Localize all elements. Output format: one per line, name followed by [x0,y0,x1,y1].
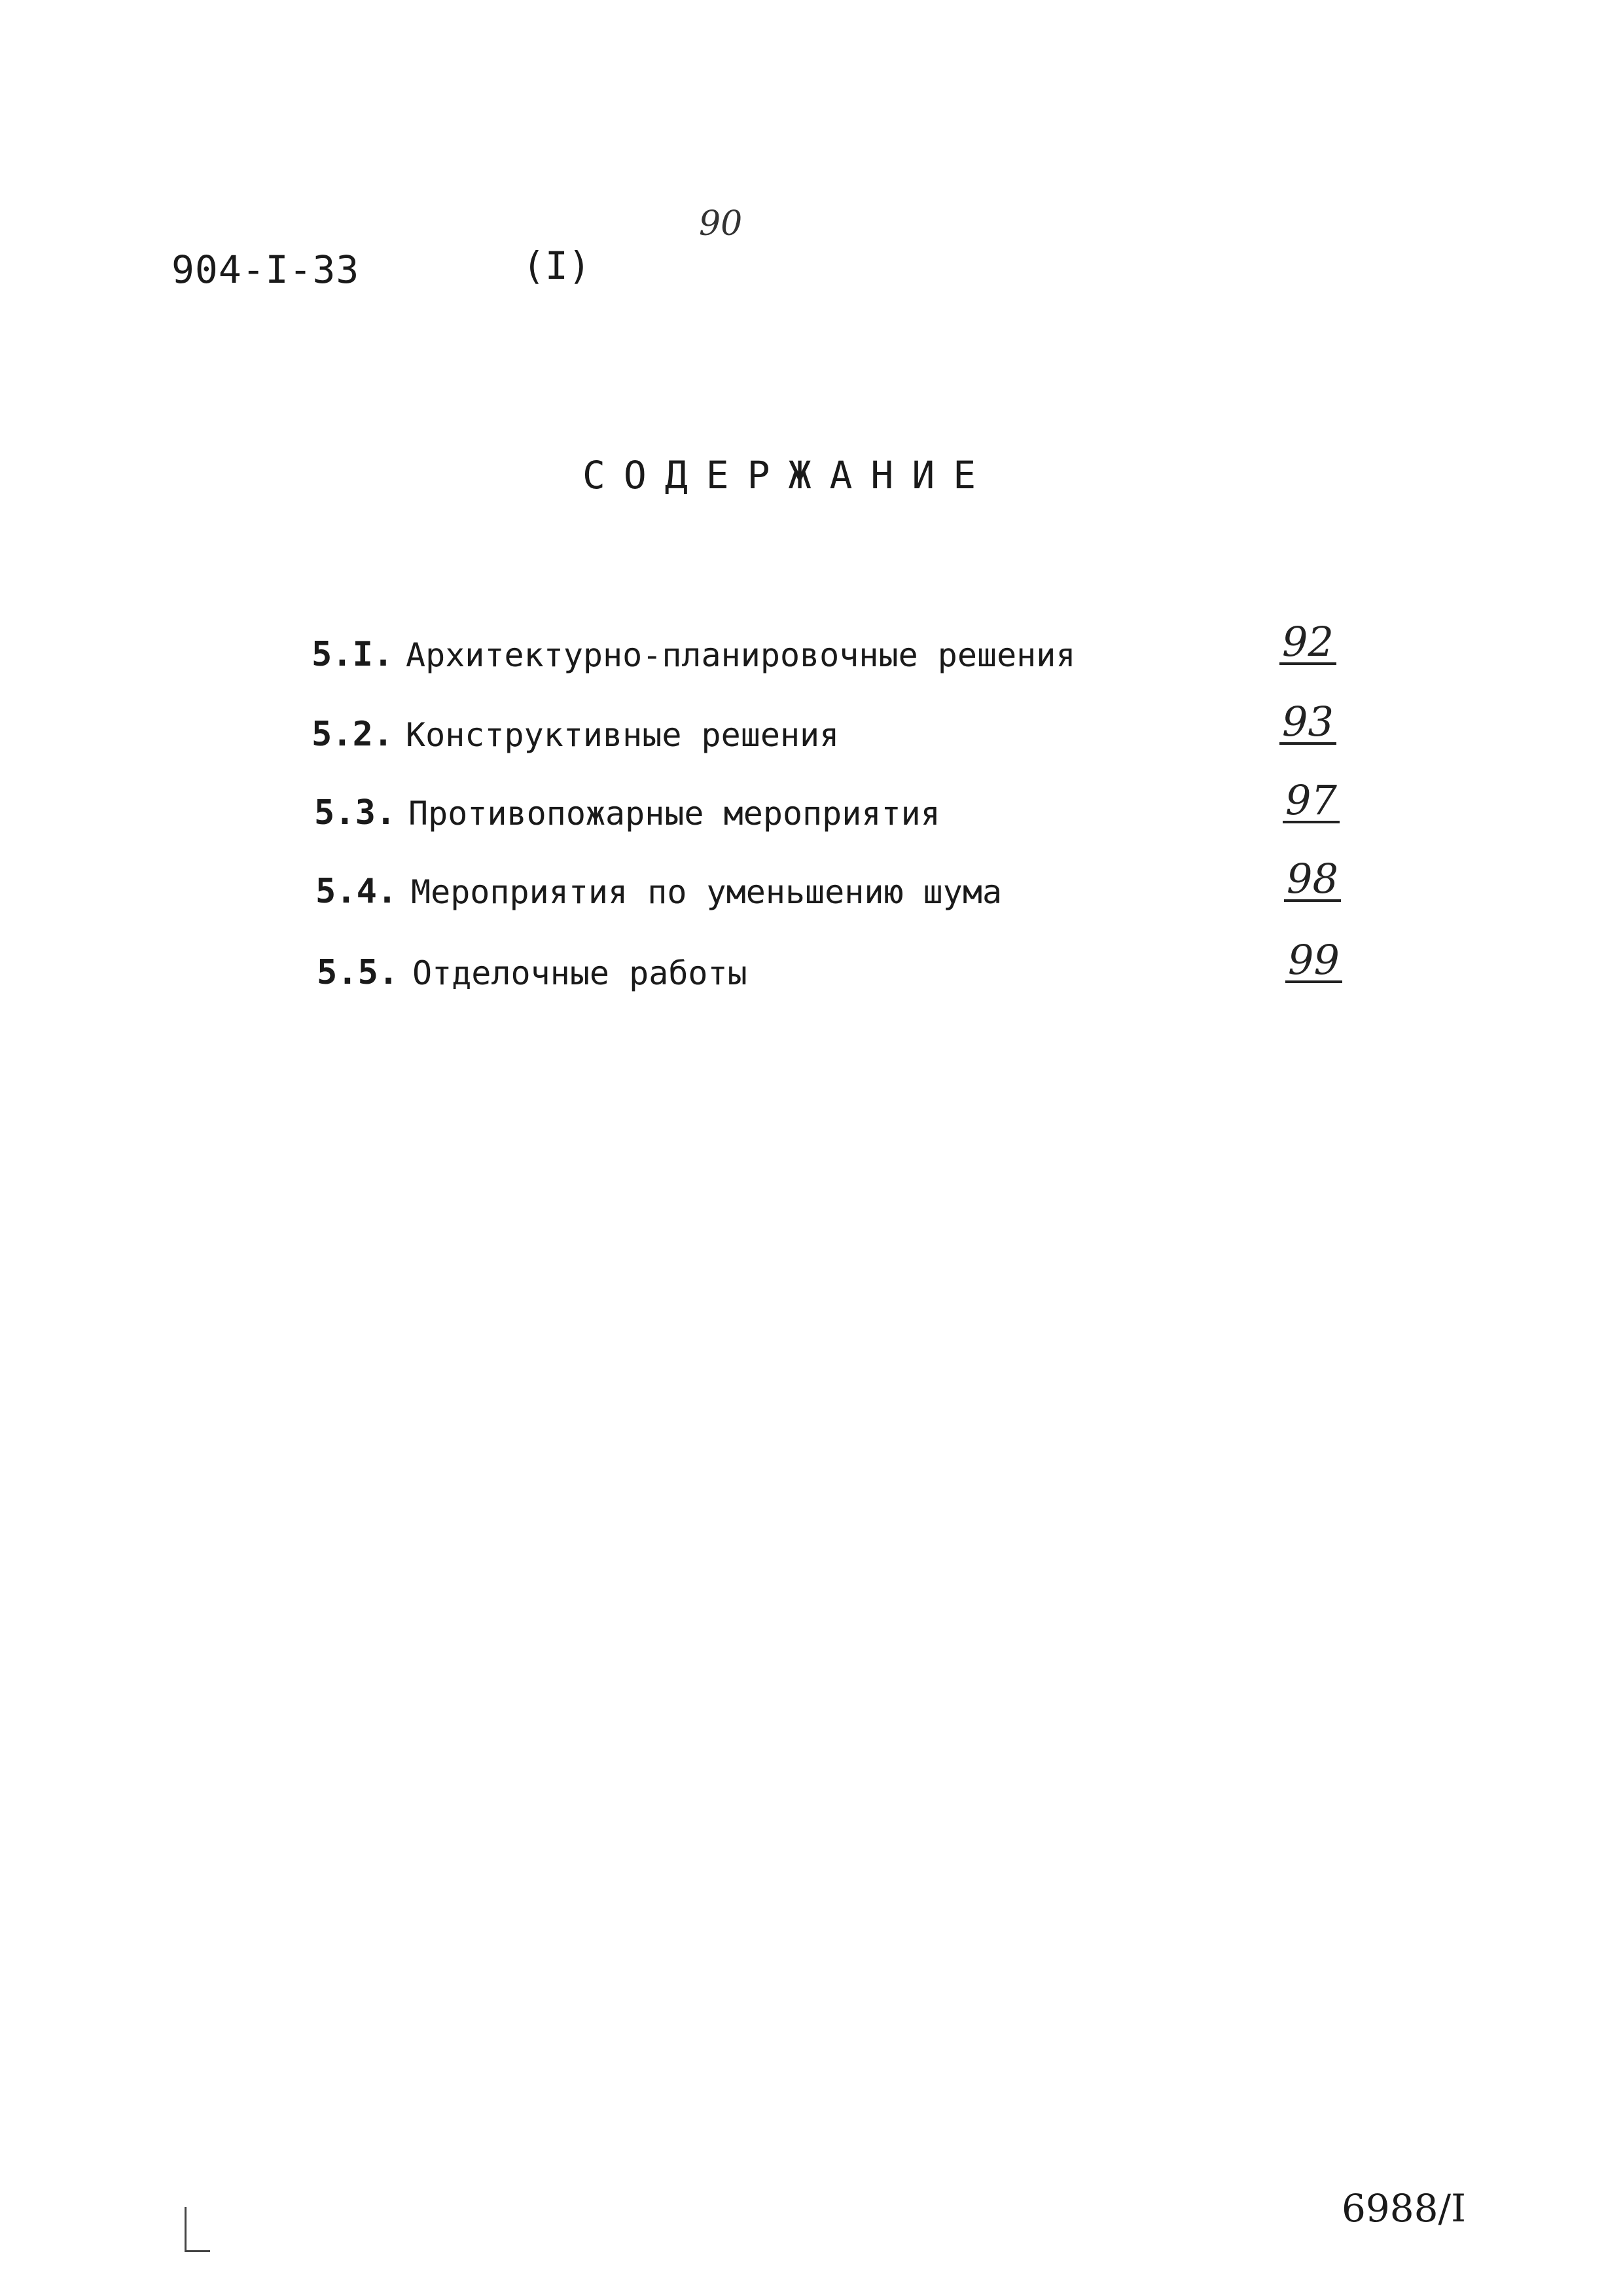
toc-item-title: Противопожарные мероприятия [408,795,940,833]
part-number: (I) [522,243,591,288]
toc-item-page: 93 [1279,702,1336,745]
corner-mark [185,2207,210,2252]
toc-item-number: 5.3. [314,793,397,833]
toc-item-page: 99 [1285,940,1342,983]
sheet-number: 6988/I [1341,2186,1466,2231]
toc-item-title: Отделочные работы [412,954,747,992]
page-title: СОДЕРЖАНИЕ [582,453,995,497]
handwritten-page-mark: 90 [699,204,743,243]
toc-item-title: Мероприятия по уменьшению шума [411,873,1003,911]
document-code: 904-I-33 [171,247,360,292]
toc-item-number: 5.2. [312,715,394,754]
toc-item-number: 5.I. [312,635,394,674]
toc-item-page: 92 [1279,622,1336,665]
toc-item-number: 5.4. [315,872,398,911]
toc-item-title: Конструктивные решения [406,716,840,754]
toc-item-title: Архитектурно-планировочные решения [406,636,1076,674]
toc-item-page: 98 [1284,859,1341,902]
toc-item-page: 97 [1283,780,1340,823]
toc-item-number: 5.5. [317,953,399,992]
